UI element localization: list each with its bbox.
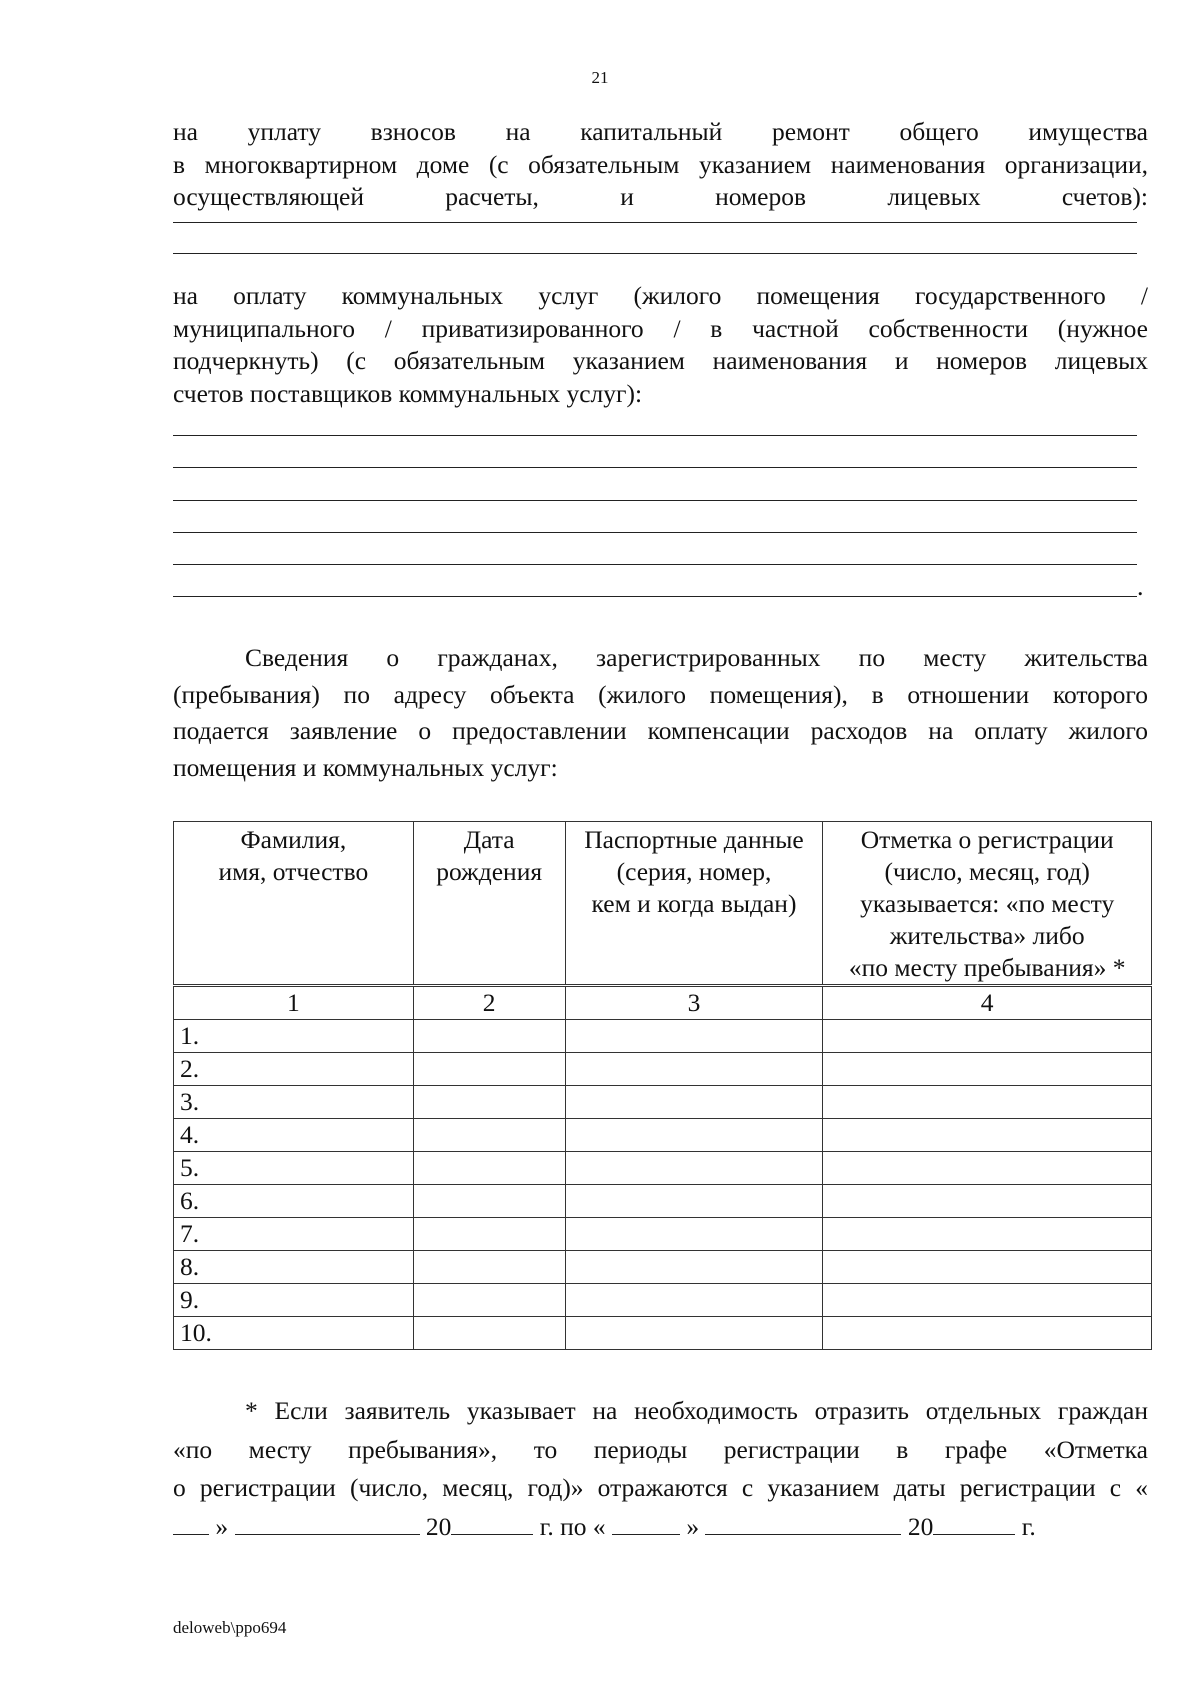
row-number: 4.: [174, 1119, 414, 1152]
cell-registration-mark[interactable]: [823, 1086, 1152, 1119]
cell-passport-data[interactable]: [565, 1086, 823, 1119]
month-blank-from[interactable]: [235, 1512, 420, 1535]
cell-birth-date[interactable]: [413, 1218, 565, 1251]
cell-birth-date[interactable]: [413, 1251, 565, 1284]
cell-birth-date[interactable]: [413, 1053, 565, 1086]
blank-fill-line[interactable]: [173, 500, 1137, 501]
cell-birth-date[interactable]: [413, 1152, 565, 1185]
cell-passport-data[interactable]: [565, 1284, 823, 1317]
header-birth-date: [413, 822, 565, 985]
cell-passport-data[interactable]: [565, 1020, 823, 1053]
cell-passport-data[interactable]: [565, 1185, 823, 1218]
line-end-period: .: [1137, 572, 1144, 601]
date-connector: г. по «: [539, 1511, 606, 1541]
paragraph-line: (пребывания) по адресу объекта (жилого помещения), в отношении которого: [173, 679, 1148, 709]
paragraph-line: Сведения о гражданах, зарегистрированных по месту жительства: [245, 643, 1148, 672]
header-text: Отметка о регистрации: [860, 825, 1114, 854]
paragraph-utilities: [173, 280, 1148, 410]
blank-fill-line[interactable]: [173, 222, 1137, 223]
paragraph-line: счетов поставщиков коммунальных услуг):: [173, 378, 643, 408]
table-row: [174, 1152, 1152, 1185]
day-blank-to[interactable]: [612, 1512, 680, 1535]
cell-birth-date[interactable]: [413, 1020, 565, 1053]
footnote-date-line: [173, 1508, 1148, 1547]
blank-fill-line[interactable]: [173, 435, 1137, 436]
row-number: 7.: [174, 1218, 414, 1251]
cell-passport-data[interactable]: [565, 1152, 823, 1185]
table-row: [174, 1185, 1152, 1218]
header-text: жительства» либо: [889, 921, 1085, 950]
row-number: 5.: [174, 1152, 414, 1185]
month-blank-to[interactable]: [705, 1512, 901, 1535]
cell-birth-date[interactable]: [413, 1086, 565, 1119]
cell-registration-mark[interactable]: [823, 1119, 1152, 1152]
cell-passport-data[interactable]: [565, 1251, 823, 1284]
cell-passport-data[interactable]: [565, 1053, 823, 1086]
paragraph-line: в многоквартирном доме (с обязательным указанием наименования организации,: [173, 149, 1148, 179]
cell-birth-date[interactable]: [413, 1284, 565, 1317]
paragraph-line: муниципального / приватизированного / в частной собственности (нужное: [173, 313, 1148, 343]
row-number: 1.: [174, 1020, 414, 1053]
cell-registration-mark[interactable]: [823, 1284, 1152, 1317]
table-row: [174, 1020, 1152, 1053]
row-number: 10.: [174, 1317, 414, 1350]
header-text: рождения: [436, 857, 543, 886]
table-row: [174, 1086, 1152, 1119]
header-text: Фамилия,: [240, 825, 347, 854]
cell-passport-data[interactable]: [565, 1218, 823, 1251]
close-quote: »: [215, 1511, 229, 1541]
table-row: [174, 1251, 1152, 1284]
cell-birth-date[interactable]: [413, 1119, 565, 1152]
cell-registration-mark[interactable]: [823, 1020, 1152, 1053]
footnote-line: * Если заявитель указывает на необходимость отразить отдельных граждан: [245, 1396, 1148, 1425]
blank-fill-line[interactable]: [173, 596, 1137, 597]
cell-registration-mark[interactable]: [823, 1053, 1152, 1086]
table-row: [174, 1119, 1152, 1152]
cell-registration-mark[interactable]: [823, 1317, 1152, 1350]
header-registration-mark: [823, 822, 1152, 985]
footnote-line: «по месту пребывания», то периоды регистрации в графе «Отметка: [173, 1434, 1148, 1464]
row-number: 9.: [174, 1284, 414, 1317]
year-prefix: 20: [907, 1511, 934, 1541]
column-number: 3: [565, 987, 823, 1020]
paragraph-line: на уплату взносов на капитальный ремонт общего имущества: [173, 117, 1148, 146]
header-full-name: [174, 822, 414, 985]
cell-birth-date[interactable]: [413, 1185, 565, 1218]
cell-registration-mark[interactable]: [823, 1185, 1152, 1218]
registered-citizens-table: [173, 821, 1152, 1350]
header-passport-data: [565, 822, 823, 985]
header-text: «по месту пребывания» *: [848, 953, 1126, 982]
column-number: 2: [413, 987, 565, 1020]
table-row: [174, 1053, 1152, 1086]
paragraph-line: подается заявление о предоставлении компенсации расходов на оплату жилого: [173, 716, 1148, 745]
header-text: Дата: [463, 825, 515, 854]
footnote: [173, 1392, 1148, 1546]
year-suffix: г.: [1021, 1511, 1036, 1541]
footnote-line: о регистрации (число, месяц, год)» отражаются с указанием даты регистрации с «: [173, 1473, 1148, 1502]
paragraph-registered-citizens: [173, 640, 1148, 786]
paragraph-line: помещения и коммунальных услуг:: [173, 752, 558, 782]
paragraph-line: подчеркнуть) (с обязательным указанием наименования и номеров лицевых: [173, 346, 1148, 375]
paragraph-capital-repair: [173, 116, 1148, 214]
column-number: 4: [823, 987, 1152, 1020]
paragraph-line: на оплату коммунальных услуг (жилого помещения государственного /: [173, 281, 1148, 310]
paragraph-line: осуществляющей расчеты, и номеров лицевых счетов):: [173, 182, 1148, 211]
table-row: [174, 1317, 1152, 1350]
cell-registration-mark[interactable]: [823, 1152, 1152, 1185]
day-blank-from[interactable]: [173, 1512, 209, 1535]
header-text: (число, месяц, год): [884, 857, 1090, 886]
header-text: кем и когда выдан): [591, 889, 797, 918]
header-text: Паспортные данные: [584, 825, 804, 854]
cell-passport-data[interactable]: [565, 1317, 823, 1350]
table-header-row: [174, 822, 1152, 985]
row-number: 6.: [174, 1185, 414, 1218]
row-number: 2.: [174, 1053, 414, 1086]
header-text: (серия, номер,: [616, 857, 772, 886]
table-row: [174, 1284, 1152, 1317]
page-number: 21: [591, 68, 609, 87]
row-number: 8.: [174, 1251, 414, 1284]
close-quote: »: [686, 1511, 700, 1541]
blank-fill-line[interactable]: [173, 532, 1137, 533]
year-blank-to[interactable]: [933, 1512, 1015, 1535]
year-blank-from[interactable]: [451, 1512, 533, 1535]
column-number: 1: [174, 987, 414, 1020]
cell-registration-mark[interactable]: [823, 1218, 1152, 1251]
cell-passport-data[interactable]: [565, 1119, 823, 1152]
row-number: 3.: [174, 1086, 414, 1119]
header-text: указывается: «по месту: [860, 889, 1115, 918]
cell-birth-date[interactable]: [413, 1317, 565, 1350]
cell-registration-mark[interactable]: [823, 1251, 1152, 1284]
blank-fill-line[interactable]: [173, 253, 1137, 254]
table-row: [174, 1218, 1152, 1251]
column-number-row: [174, 987, 1152, 1020]
year-prefix: 20: [425, 1511, 452, 1541]
blank-fill-line[interactable]: [173, 564, 1137, 565]
document-footer: deloweb\ppo694: [173, 1618, 287, 1637]
header-text: имя, отчество: [218, 857, 369, 886]
blank-fill-line[interactable]: [173, 467, 1137, 468]
